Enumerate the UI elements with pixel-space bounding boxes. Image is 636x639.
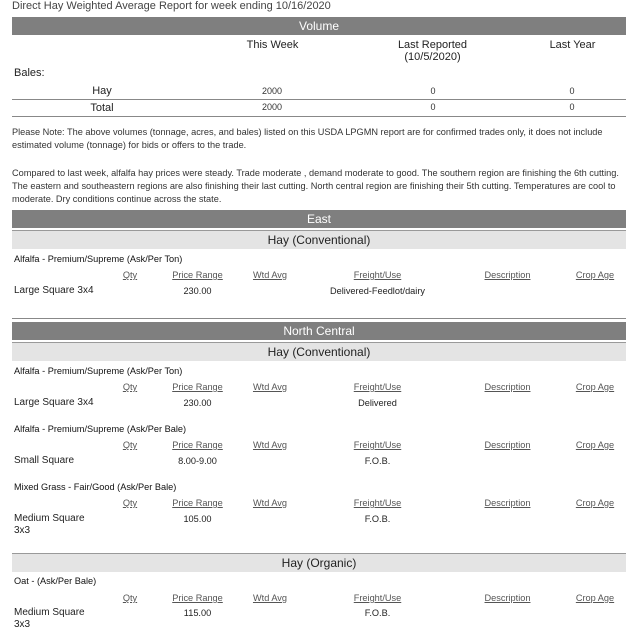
market-summary: Compared to last week, alfalfa hay prices were steady. Trade moderate , demand moderate to good. The southern region are finishing the 6th cutting. The eastern and southeastern regions are also finishing their last cutting. North central region are finishing their 5th cutting. Temperatures are cool to moderate. Dry conditions continue across the state.	[12, 168, 619, 204]
row-description: Medium Square	[14, 513, 85, 524]
col-last-reported-date: (10/5/2020)	[404, 51, 461, 63]
row-price-range: 230.00	[183, 398, 212, 408]
th-description: Description	[484, 270, 531, 280]
category-label: Oat - (Ask/Per Bale)	[14, 576, 97, 586]
th-qty: Qty	[122, 440, 138, 450]
bales-label: Bales:	[14, 67, 45, 79]
th-crop-age: Crop Age	[575, 382, 615, 392]
volume-total-label: Total	[90, 102, 114, 114]
volume-total-last-year: 0	[569, 102, 575, 112]
th-wtd-avg: Wtd Avg	[252, 440, 288, 450]
row-price-range: 115.00	[183, 608, 212, 618]
volume-row-last-reported: 0	[430, 86, 436, 96]
east-header: East	[12, 210, 626, 228]
row-description-line-2: 3x3	[14, 619, 31, 630]
volume-header: Volume	[12, 17, 626, 35]
report-title: Direct Hay Weighted Average Report for week ending 10/16/2020	[12, 0, 331, 12]
category-label: Alfalfa - Premium/Supreme (Ask/Per Ton)	[14, 366, 183, 376]
east-subheader: Hay (Conventional)	[12, 230, 626, 249]
th-wtd-avg: Wtd Avg	[252, 270, 288, 280]
row-description: Large Square 3x4	[14, 285, 94, 296]
organic-subheader: Hay (Organic)	[12, 553, 626, 572]
th-qty: Qty	[122, 270, 138, 280]
volume-row-label: Hay	[92, 85, 112, 97]
volume-divider	[12, 99, 626, 100]
th-qty: Qty	[122, 498, 138, 508]
row-price-range: 8.00-9.00	[178, 456, 217, 466]
th-wtd-avg: Wtd Avg	[252, 593, 288, 603]
th-wtd-avg: Wtd Avg	[252, 498, 288, 508]
th-price-range: Price Range	[172, 440, 223, 450]
volume-row-last-year: 0	[569, 86, 575, 96]
row-freight: Delivered	[358, 398, 397, 408]
th-crop-age: Crop Age	[575, 498, 615, 508]
th-freight: Freight/Use	[353, 270, 402, 280]
col-last-reported: Last Reported	[397, 39, 468, 51]
row-description: Small Square	[14, 455, 75, 466]
th-freight: Freight/Use	[353, 498, 402, 508]
row-description: Medium Square	[14, 607, 85, 618]
th-qty: Qty	[122, 593, 138, 603]
north-central-subheader: Hay (Conventional)	[12, 342, 626, 361]
th-freight: Freight/Use	[353, 382, 402, 392]
row-freight: F.O.B.	[364, 456, 391, 466]
row-description: Large Square 3x4	[14, 397, 94, 408]
th-crop-age: Crop Age	[575, 440, 615, 450]
volume-total-last-reported: 0	[430, 102, 436, 112]
th-qty: Qty	[122, 382, 138, 392]
col-this-week: This Week	[246, 39, 299, 51]
th-price-range: Price Range	[172, 270, 223, 280]
th-wtd-avg: Wtd Avg	[252, 382, 288, 392]
th-description: Description	[484, 382, 531, 392]
volume-note: Please Note: The above volumes (tonnage, acres, and bales) listed on this USDA LPGMN report are for confirmed trades only, it does not include estimated volume (tonnage) for bids or offers to the trade.	[12, 127, 603, 150]
row-description-line-2: 3x3	[14, 525, 31, 536]
th-price-range: Price Range	[172, 498, 223, 508]
th-description: Description	[484, 498, 531, 508]
volume-row-this-week: 2000	[261, 86, 283, 96]
row-freight: F.O.B.	[364, 608, 391, 618]
th-description: Description	[484, 593, 531, 603]
category-label: Mixed Grass - Fair/Good (Ask/Per Bale)	[14, 482, 177, 492]
category-label: Alfalfa - Premium/Supreme (Ask/Per Ton)	[14, 254, 183, 264]
th-price-range: Price Range	[172, 593, 223, 603]
row-freight: F.O.B.	[364, 514, 391, 524]
row-price-range: 230.00	[183, 286, 212, 296]
north-central-header: North Central	[12, 322, 626, 340]
th-crop-age: Crop Age	[575, 593, 615, 603]
row-freight: Delivered-Feedlot/dairy	[330, 286, 425, 296]
th-crop-age: Crop Age	[575, 270, 615, 280]
section-divider	[12, 318, 626, 319]
th-freight: Freight/Use	[353, 440, 402, 450]
th-description: Description	[484, 440, 531, 450]
category-label: Alfalfa - Premium/Supreme (Ask/Per Bale)	[14, 424, 187, 434]
volume-total-this-week: 2000	[261, 102, 283, 112]
volume-bottom-line	[12, 116, 626, 117]
th-freight: Freight/Use	[353, 593, 402, 603]
col-last-year: Last Year	[549, 39, 596, 51]
th-price-range: Price Range	[172, 382, 223, 392]
row-price-range: 105.00	[183, 514, 212, 524]
